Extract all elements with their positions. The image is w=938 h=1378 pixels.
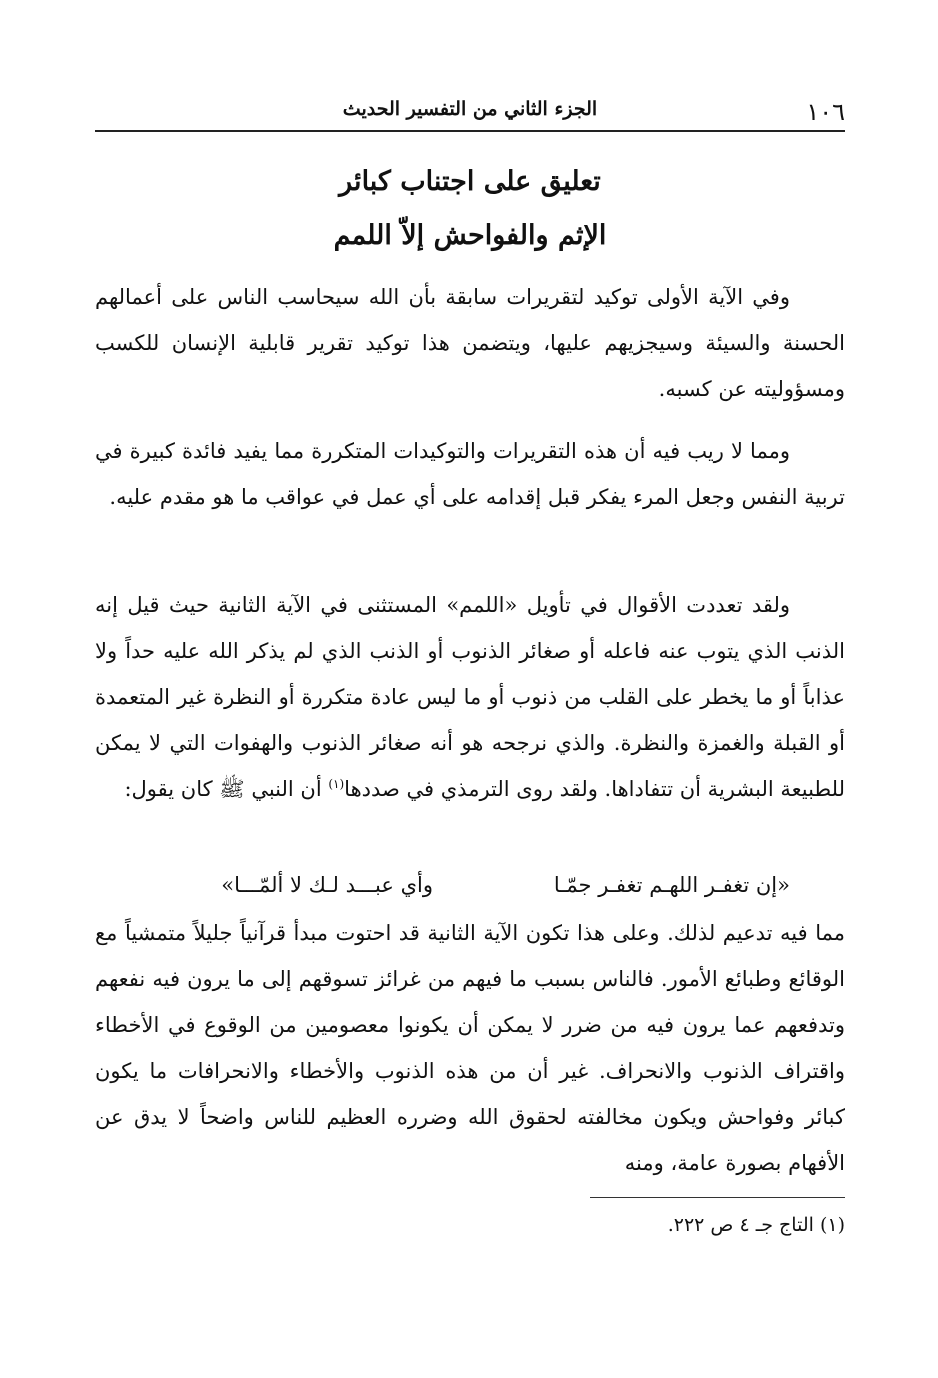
footnote-marker: (١) [328, 777, 345, 791]
poem-verse [95, 862, 845, 908]
paragraph-4: مما فيه تدعيم لذلك. وعلى هذا تكون الآية الثانية قد احتوت مبدأ قرآنياً جليلاً متمشياً مع الوقائع وطبائع الأمور. فالناس بسبب ما فيهم من غرائز تسوقهم إلى ما يرون فيه نفعهم وتدفعهم عما يرون فيه من ضرر لا يمكن أن يكونوا معصومين من الوقوع في الأخطاء واقتراف الذنوب والانحراف. غير أن من هذه الذنوب والأخطاء والانحرافات ما يكون كبائر وفواحش ويكون مخالفته لحقوق الله وضرره العظيم للناس واضحاً لا يدق عن الأفهام بصورة عامة، ومنه [95, 921, 845, 1175]
section-title-line-1: تعليق على اجتناب كبائر [339, 166, 601, 197]
paragraph-3 [95, 582, 845, 812]
paragraph-3-tail: أن النبي ﷺ كان يقول: [124, 777, 322, 801]
paragraph-2: ومما لا ريب فيه أن هذه التقريرات والتوكيدات المتكررة مما يفيد فائدة كبيرة في تربية النفس وجعل المرء يفكر قبل إقدامه على أي عمل في عواقب ما هو مقدم عليه. [95, 439, 845, 509]
footnote: (١) التاج جـ ٤ ص ٢٢٢. [667, 1214, 845, 1236]
poem-first-hemistich: «إن تغفـر اللهـم تغفـر جمّـا [553, 873, 790, 897]
paragraph-1: وفي الآية الأولى توكيد لتقريرات سابقة بأن الله سيحاسب الناس على أعمالهم الحسنة والسيئة وسيجزيهم عليها، ويتضمن هذا توكيد تقرير قابلية الإنسان للكسب ومسؤوليته عن كسبه. [95, 285, 845, 401]
paragraph-3-text: ولقد تعددت الأقوال في تأويل «اللمم» المستثنى في الآية الثانية حيث قيل إنه الذنب الذي يتوب عنه فاعله أو صغائر الذنوب أو الذنب الذي لم يذكر الله عليه حداً ولا عذاباً أو ما يخطر على القلب من ذنوب أو ما ليس عادة متكررة أو النظرة غير المتعمدة أو القبلة والغمزة والنظرة. والذي نرجحه هو أنه صغائر الذنوب والهفوات التي لا يمكن للطبيعة البشرية أن تتفاداها. ولقد روى الترمذي في صددها [95, 593, 845, 801]
section-title-line-2: الإثم والفواحش إلاّ اللمم [333, 220, 607, 251]
running-title: الجزء الثاني من التفسير الحديث [342, 98, 598, 120]
page-header [95, 96, 845, 132]
footnote-divider [590, 1197, 845, 1198]
page-number: ١٠٦ [806, 98, 845, 126]
poem-second-hemistich: وأي عبـــد لـك لا ألمّـــا» [221, 873, 433, 897]
